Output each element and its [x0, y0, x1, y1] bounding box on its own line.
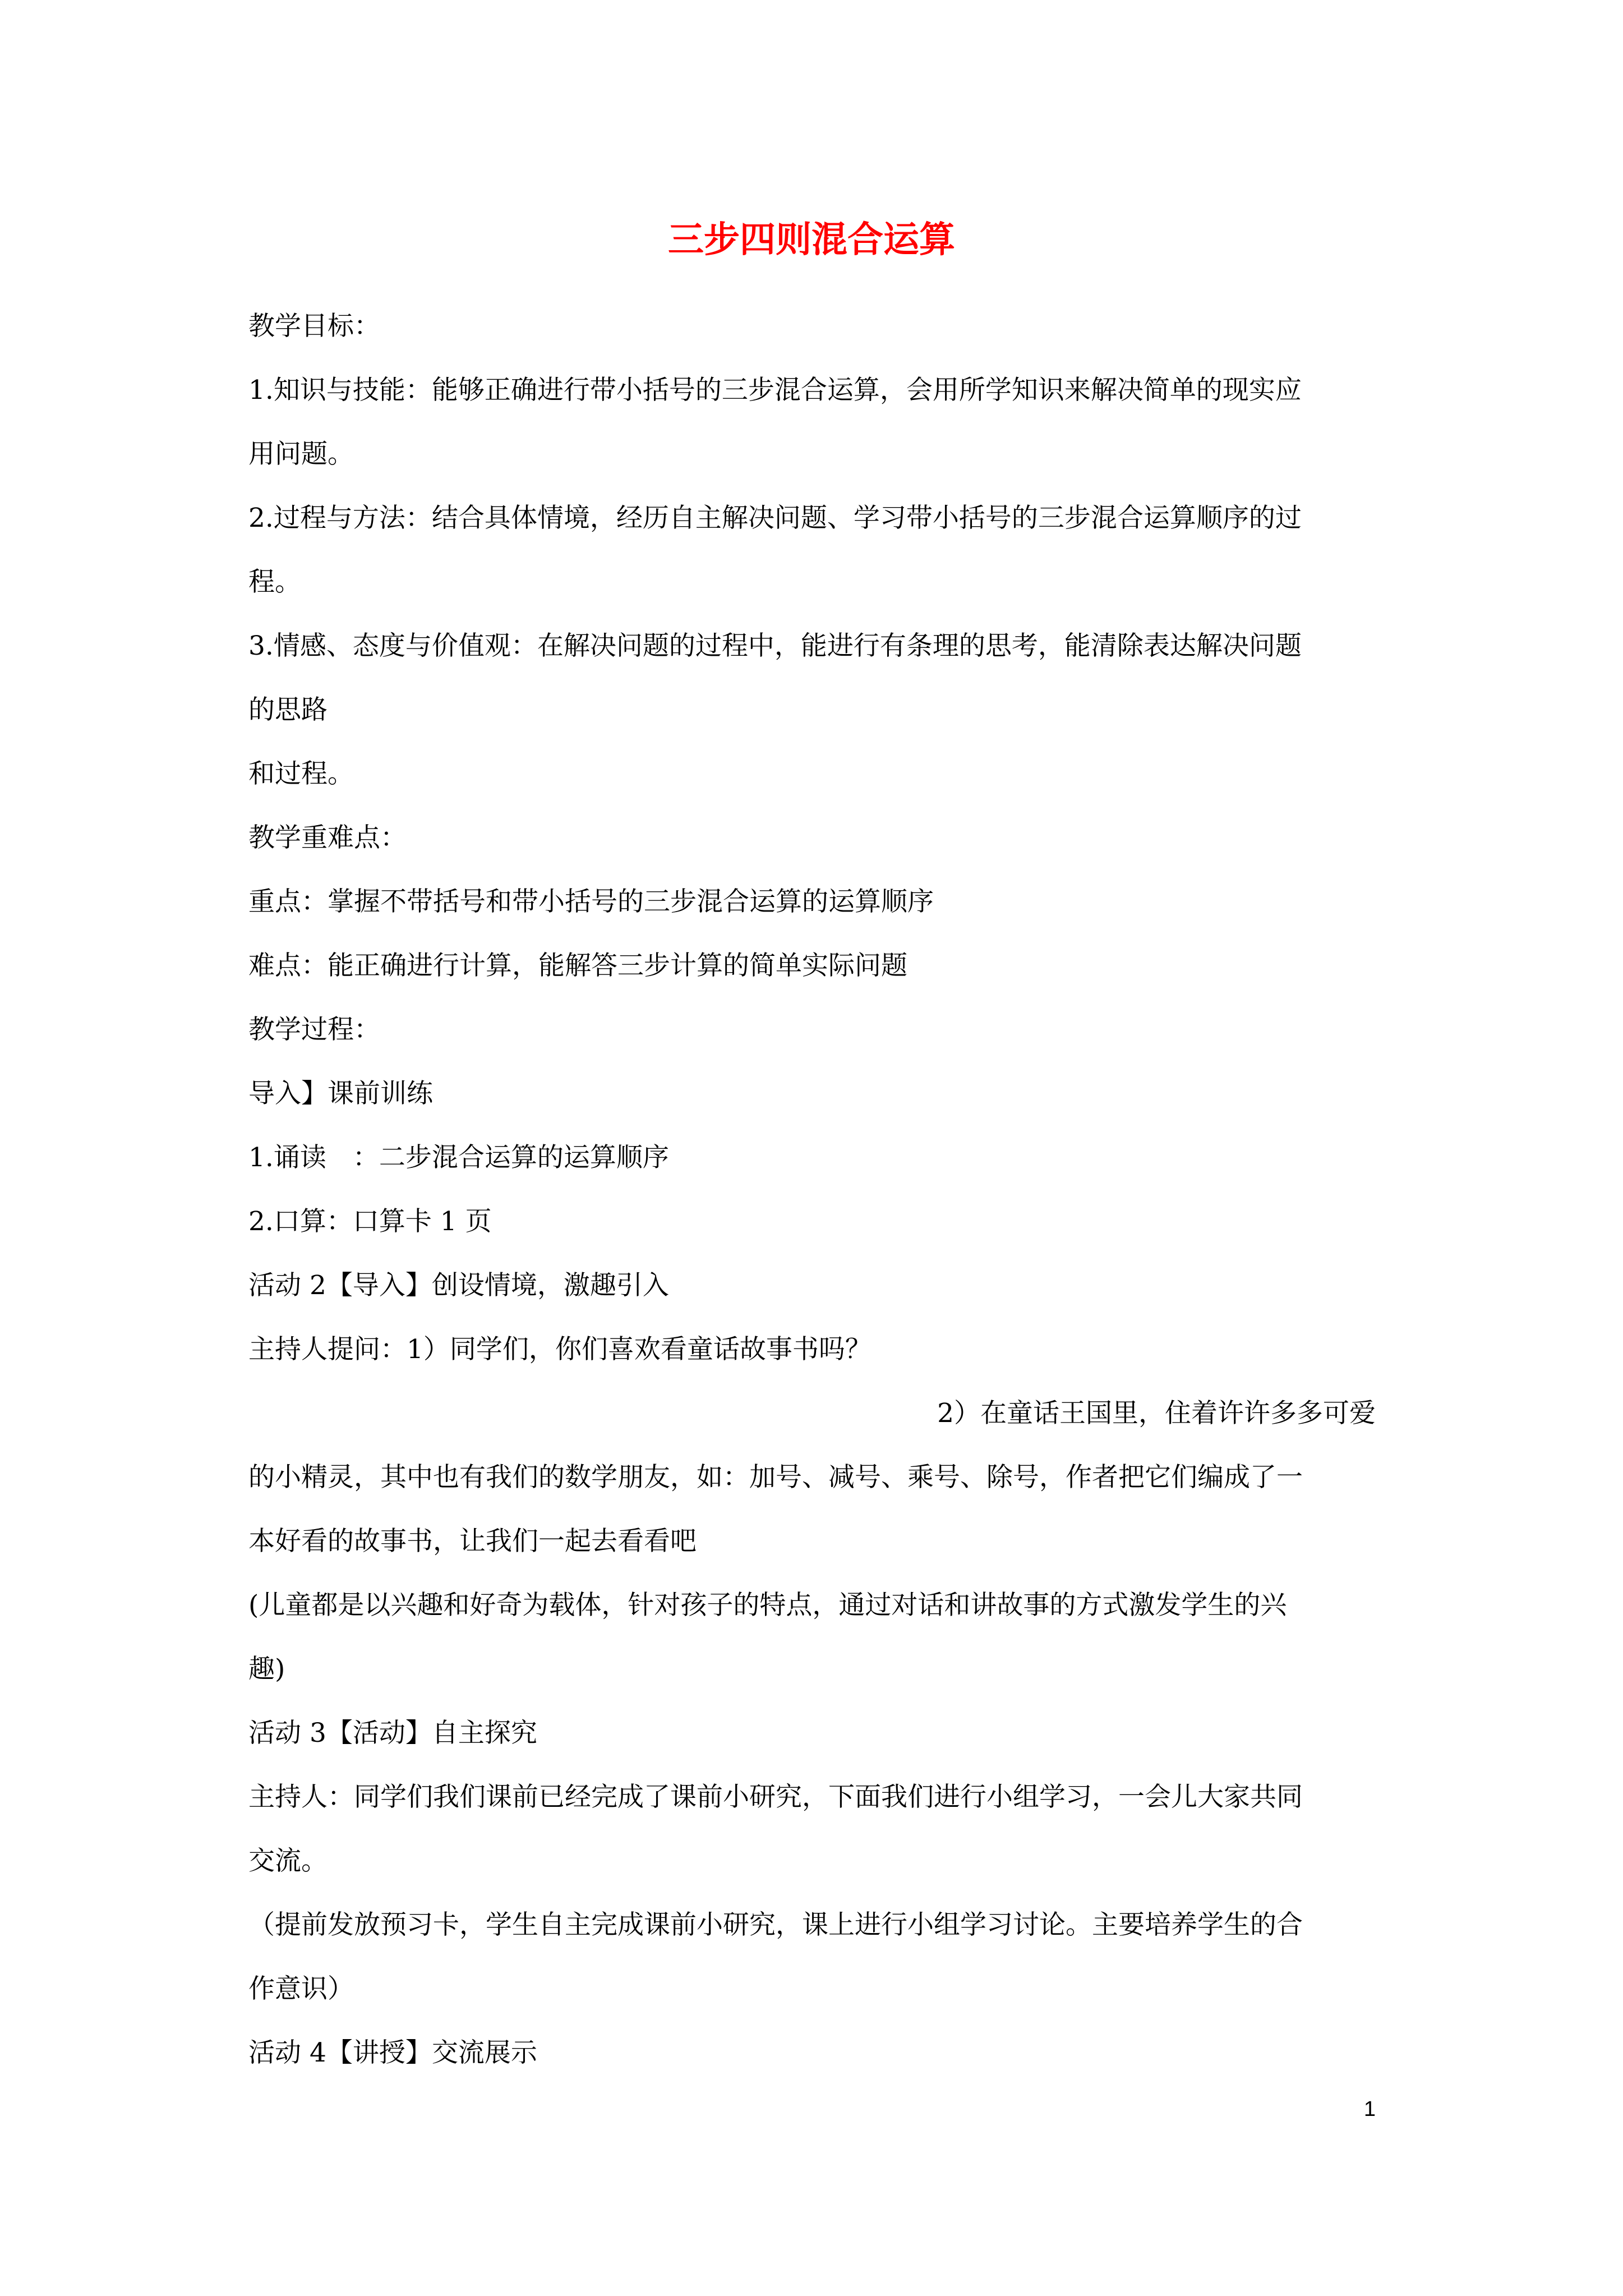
text-line: 教学目标：	[248, 311, 380, 342]
text-line: 教学重难点：	[248, 822, 407, 853]
text-line: 教学过程：	[248, 1014, 380, 1045]
text-line: 交流。	[248, 1846, 328, 1876]
text-line: （提前发放预习卡，学生自主完成课前小研究，课上进行小组学习讨论。主要培养学生的合	[248, 1910, 1303, 1940]
page-number: 1	[1363, 2097, 1376, 2121]
text-line-right: 2）在童话王国里，住着许许多多可爱	[937, 1398, 1376, 1429]
text-line: 主持人：同学们我们课前已经完成了课前小研究，下面我们进行小组学习，一会儿大家共同	[248, 1782, 1303, 1812]
document-title: 三步四则混合运算	[668, 219, 955, 261]
text-line: 活动 4【讲授】交流展示	[248, 2037, 537, 2068]
text-line: 本好看的故事书，让我们一起去看看吧	[248, 1526, 697, 1557]
text-line: 1.知识与技能：能够正确进行带小括号的三步混合运算，会用所学知识来解决简单的现实应	[248, 375, 1302, 406]
text-line: 活动 3【活动】自主探究	[248, 1718, 537, 1749]
text-line: 2.过程与方法：结合具体情境，经历自主解决问题、学习带小括号的三步混合运算顺序的过	[248, 503, 1302, 533]
document-body	[248, 295, 1376, 2085]
text-line: 主持人提问：1）同学们，你们喜欢看童话故事书吗？	[248, 1334, 872, 1365]
text-line: 程。	[248, 567, 301, 597]
text-line: (儿童都是以兴趣和好奇为载体，针对孩子的特点，通过对话和讲故事的方式激发学生的兴	[248, 1590, 1287, 1621]
text-line: 的思路	[248, 694, 328, 725]
text-line: 难点：能正确进行计算，能解答三步计算的简单实际问题	[248, 950, 907, 981]
text-line: 用问题。	[248, 439, 354, 470]
text-line: 重点：掌握不带括号和带小括号的三步混合运算的运算顺序	[248, 886, 934, 917]
text-line: 3.情感、态度与价值观：在解决问题的过程中，能进行有条理的思考，能清除表达解决问题	[248, 631, 1302, 661]
text-line: 的小精灵，其中也有我们的数学朋友，如：加号、减号、乘号、除号，作者把它们编成了一	[248, 1462, 1303, 1493]
text-line: 2.口算：口算卡 1 页	[248, 1206, 492, 1237]
text-line: 和过程。	[248, 758, 354, 789]
text-line: 导入】课前训练	[248, 1078, 433, 1109]
text-line: 趣)	[248, 1654, 285, 1685]
text-line: 作意识）	[248, 1973, 354, 2004]
text-line: 活动 2【导入】创设情境，激趣引入	[248, 1270, 669, 1301]
text-line: 1.诵读 ：二步混合运算的运算顺序	[248, 1142, 669, 1173]
